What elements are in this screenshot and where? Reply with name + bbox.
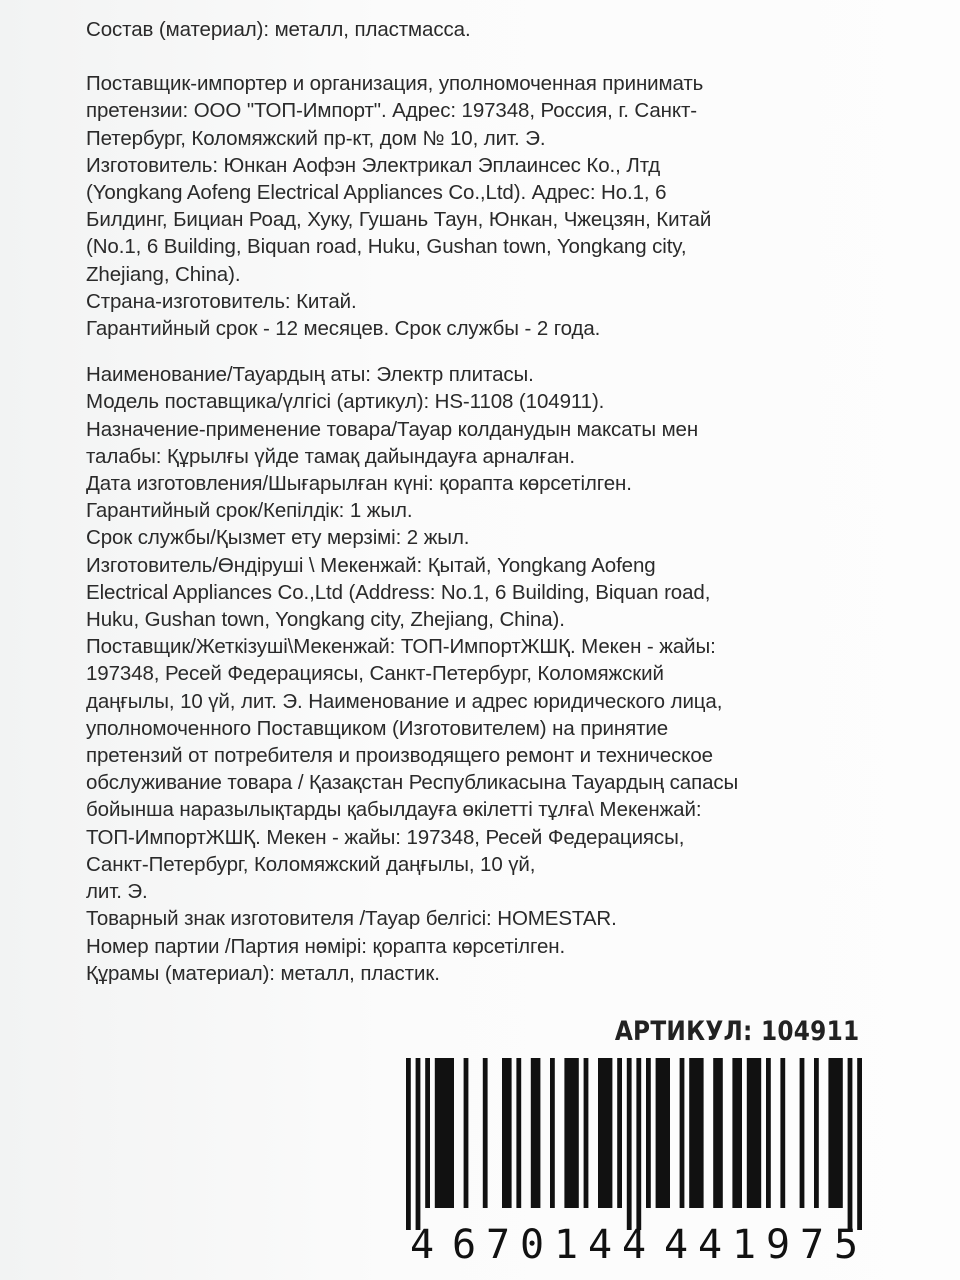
barcode-bar: [617, 1058, 622, 1208]
manufacturer-line: Zhejiang, China).: [86, 262, 241, 286]
barcode-bar: [680, 1058, 685, 1208]
barcode-digit: 4: [663, 1222, 689, 1268]
barcode-digit: 1: [731, 1222, 757, 1268]
material-kz-line: Құрамы (материал): металл, пластик.: [86, 961, 440, 985]
product-label-text: [86, 16, 926, 987]
barcode: [406, 1058, 862, 1230]
barcode-bar: [516, 1058, 521, 1208]
barcode-bar: [656, 1058, 670, 1208]
manufacturer-kz-line: Electrical Appliances Co.,Ltd (Address: No.1, 6 Building, Biquan road,: [86, 580, 711, 604]
composition-line: Состав (материал): металл, пластмасса.: [86, 18, 471, 41]
barcode-bar: [848, 1058, 853, 1230]
barcode-bar: [689, 1058, 703, 1208]
barcode-block: [406, 1058, 862, 1268]
barcode-bar: [435, 1058, 454, 1208]
barcode-bar: [713, 1058, 723, 1208]
supplier-line: уполномоченного Поставщиком (Изготовителем) на принятие: [86, 716, 669, 740]
barcode-bar: [636, 1058, 641, 1230]
barcode-bar: [564, 1058, 578, 1208]
barcode-bar: [780, 1058, 785, 1208]
supplier-line: 197348, Ресей Федерациясы, Санкт-Петербург, Коломяжский: [86, 662, 664, 686]
barcode-bar: [814, 1058, 819, 1208]
supplier-line: лит. Э.: [86, 880, 148, 904]
manufacturer-kz-line: Изготовитель/Өндіруші \ Мекенжай: Қытай, Yongkang Aofeng: [86, 553, 656, 577]
product-name-line: Наименование/Тауардың аты: Электр плитасы.: [86, 363, 534, 387]
barcode-bar: [828, 1058, 842, 1208]
supplier-line: даңғылы, 10 үй, лит. Э. Наименование и адрес юридического лица,: [86, 689, 723, 713]
barcode-bar: [416, 1058, 421, 1230]
barcode-bar: [531, 1058, 541, 1208]
supplier-line: Поставщик/Жеткізуші\Мекенжай: ТОП-ИмпортЖШҚ. Мекен - жайы:: [86, 635, 716, 659]
barcode-bar: [747, 1058, 761, 1208]
barcode-bar: [425, 1058, 430, 1208]
barcode-bar: [766, 1058, 771, 1208]
barcode-bar: [857, 1058, 862, 1230]
barcode-digit: 5: [833, 1222, 859, 1268]
manufacturer-line: (No.1, 6 Building, Biquan road, Huku, Gushan town, Yongkang city,: [86, 235, 687, 259]
service-life-line: Срок службы/Қызмет ету мерзімі: 2 жыл.: [86, 526, 470, 550]
supplier-line: бойынша наразылықтарды қабылдауға өкілетті тұлға\ Мекенжай:: [86, 798, 702, 822]
barcode-bar: [406, 1058, 411, 1230]
manufacturer-line: Билдинг, Бициан Роад, Хуку, Гушань Таун, Юнкан, Чжецзян, Китай: [86, 208, 712, 232]
importer-line: претензии: ООО "ТОП-Импорт". Адрес: 197348, Россия, г. Санкт-: [86, 99, 697, 123]
supplier-line: претензий от потребителя и производящего ремонт и техническое: [86, 744, 713, 768]
barcode-digit: 7: [485, 1222, 511, 1268]
barcode-digit: 4: [587, 1222, 613, 1268]
supplier-line: Санкт-Петербург, Коломяжский даңғылы, 10 үй,: [86, 852, 536, 876]
purpose-line: Назначение-применение товара/Тауар колданудын максаты мен: [86, 417, 699, 441]
purpose-line: талабы: Құрылғы үйде тамақ дайындауға арналған.: [86, 444, 575, 468]
manufacturer-kz-line: Huku, Gushan town, Yongkang city, Zhejiang, China).: [86, 608, 565, 632]
country-line: Страна-изготовитель: Китай.: [86, 289, 357, 313]
barcode-bar: [732, 1058, 742, 1208]
importer-line: Поставщик-импортер и организация, уполномоченная принимать: [86, 72, 704, 96]
barcode-bar: [464, 1058, 469, 1208]
barcode-digits: [406, 1210, 862, 1268]
barcode-bar: [584, 1058, 589, 1208]
warranty-kz-line: Гарантийный срок/Кепілдік: 1 жыл.: [86, 499, 413, 523]
manufacturer-line: Изготовитель: Юнкан Аофэн Электрикал Эплаинсес Ко., Лтд: [86, 153, 661, 177]
article-number: АРТИКУЛ: 104911: [614, 1016, 859, 1047]
barcode-digit: 4: [697, 1222, 723, 1268]
barcode-digit: 0: [519, 1222, 545, 1268]
barcode-bar: [598, 1058, 612, 1208]
barcode-bar: [800, 1058, 805, 1208]
barcode-bar: [627, 1058, 632, 1230]
barcode-bar: [646, 1058, 651, 1208]
manufacturer-line: (Yongkang Aofeng Electrical Appliances Co.,Ltd). Адрес: Но.1, 6: [86, 181, 667, 205]
barcode-bar: [502, 1058, 512, 1208]
model-line: Модель поставщика/үлгісі (артикул): HS-1108 (104911).: [86, 390, 605, 414]
barcode-digit: 6: [451, 1222, 477, 1268]
supplier-line: ТОП-ИмпортЖШҚ. Мекен - жайы: 197348, Ресей Федерациясы,: [86, 825, 685, 849]
warranty-line: Гарантийный срок - 12 месяцев. Срок службы - 2 года.: [86, 317, 601, 341]
barcode-digit: 4: [409, 1222, 435, 1268]
barcode-bar: [483, 1058, 488, 1208]
importer-line: Петербург, Коломяжский пр-кт, дом № 10, лит. Э.: [86, 126, 546, 150]
barcode-digit: 9: [765, 1222, 791, 1268]
barcode-digit: 1: [553, 1222, 579, 1268]
barcode-digit: 7: [799, 1222, 825, 1268]
supplier-line: обслуживание товара / Қазақстан Республикасына Тауардың сапасы: [86, 771, 739, 795]
barcode-digit: 4: [621, 1222, 647, 1268]
batch-line: Номер партии /Партия нөмірі: қорапта көрсетілген.: [86, 934, 566, 958]
trademark-line: Товарный знак изготовителя /Тауар белгісі: HOMESTAR.: [86, 907, 617, 931]
barcode-bar: [550, 1058, 555, 1208]
manufacture-date-line: Дата изготовления/Шығарылған күні: қорапта көрсетілген.: [86, 472, 632, 496]
